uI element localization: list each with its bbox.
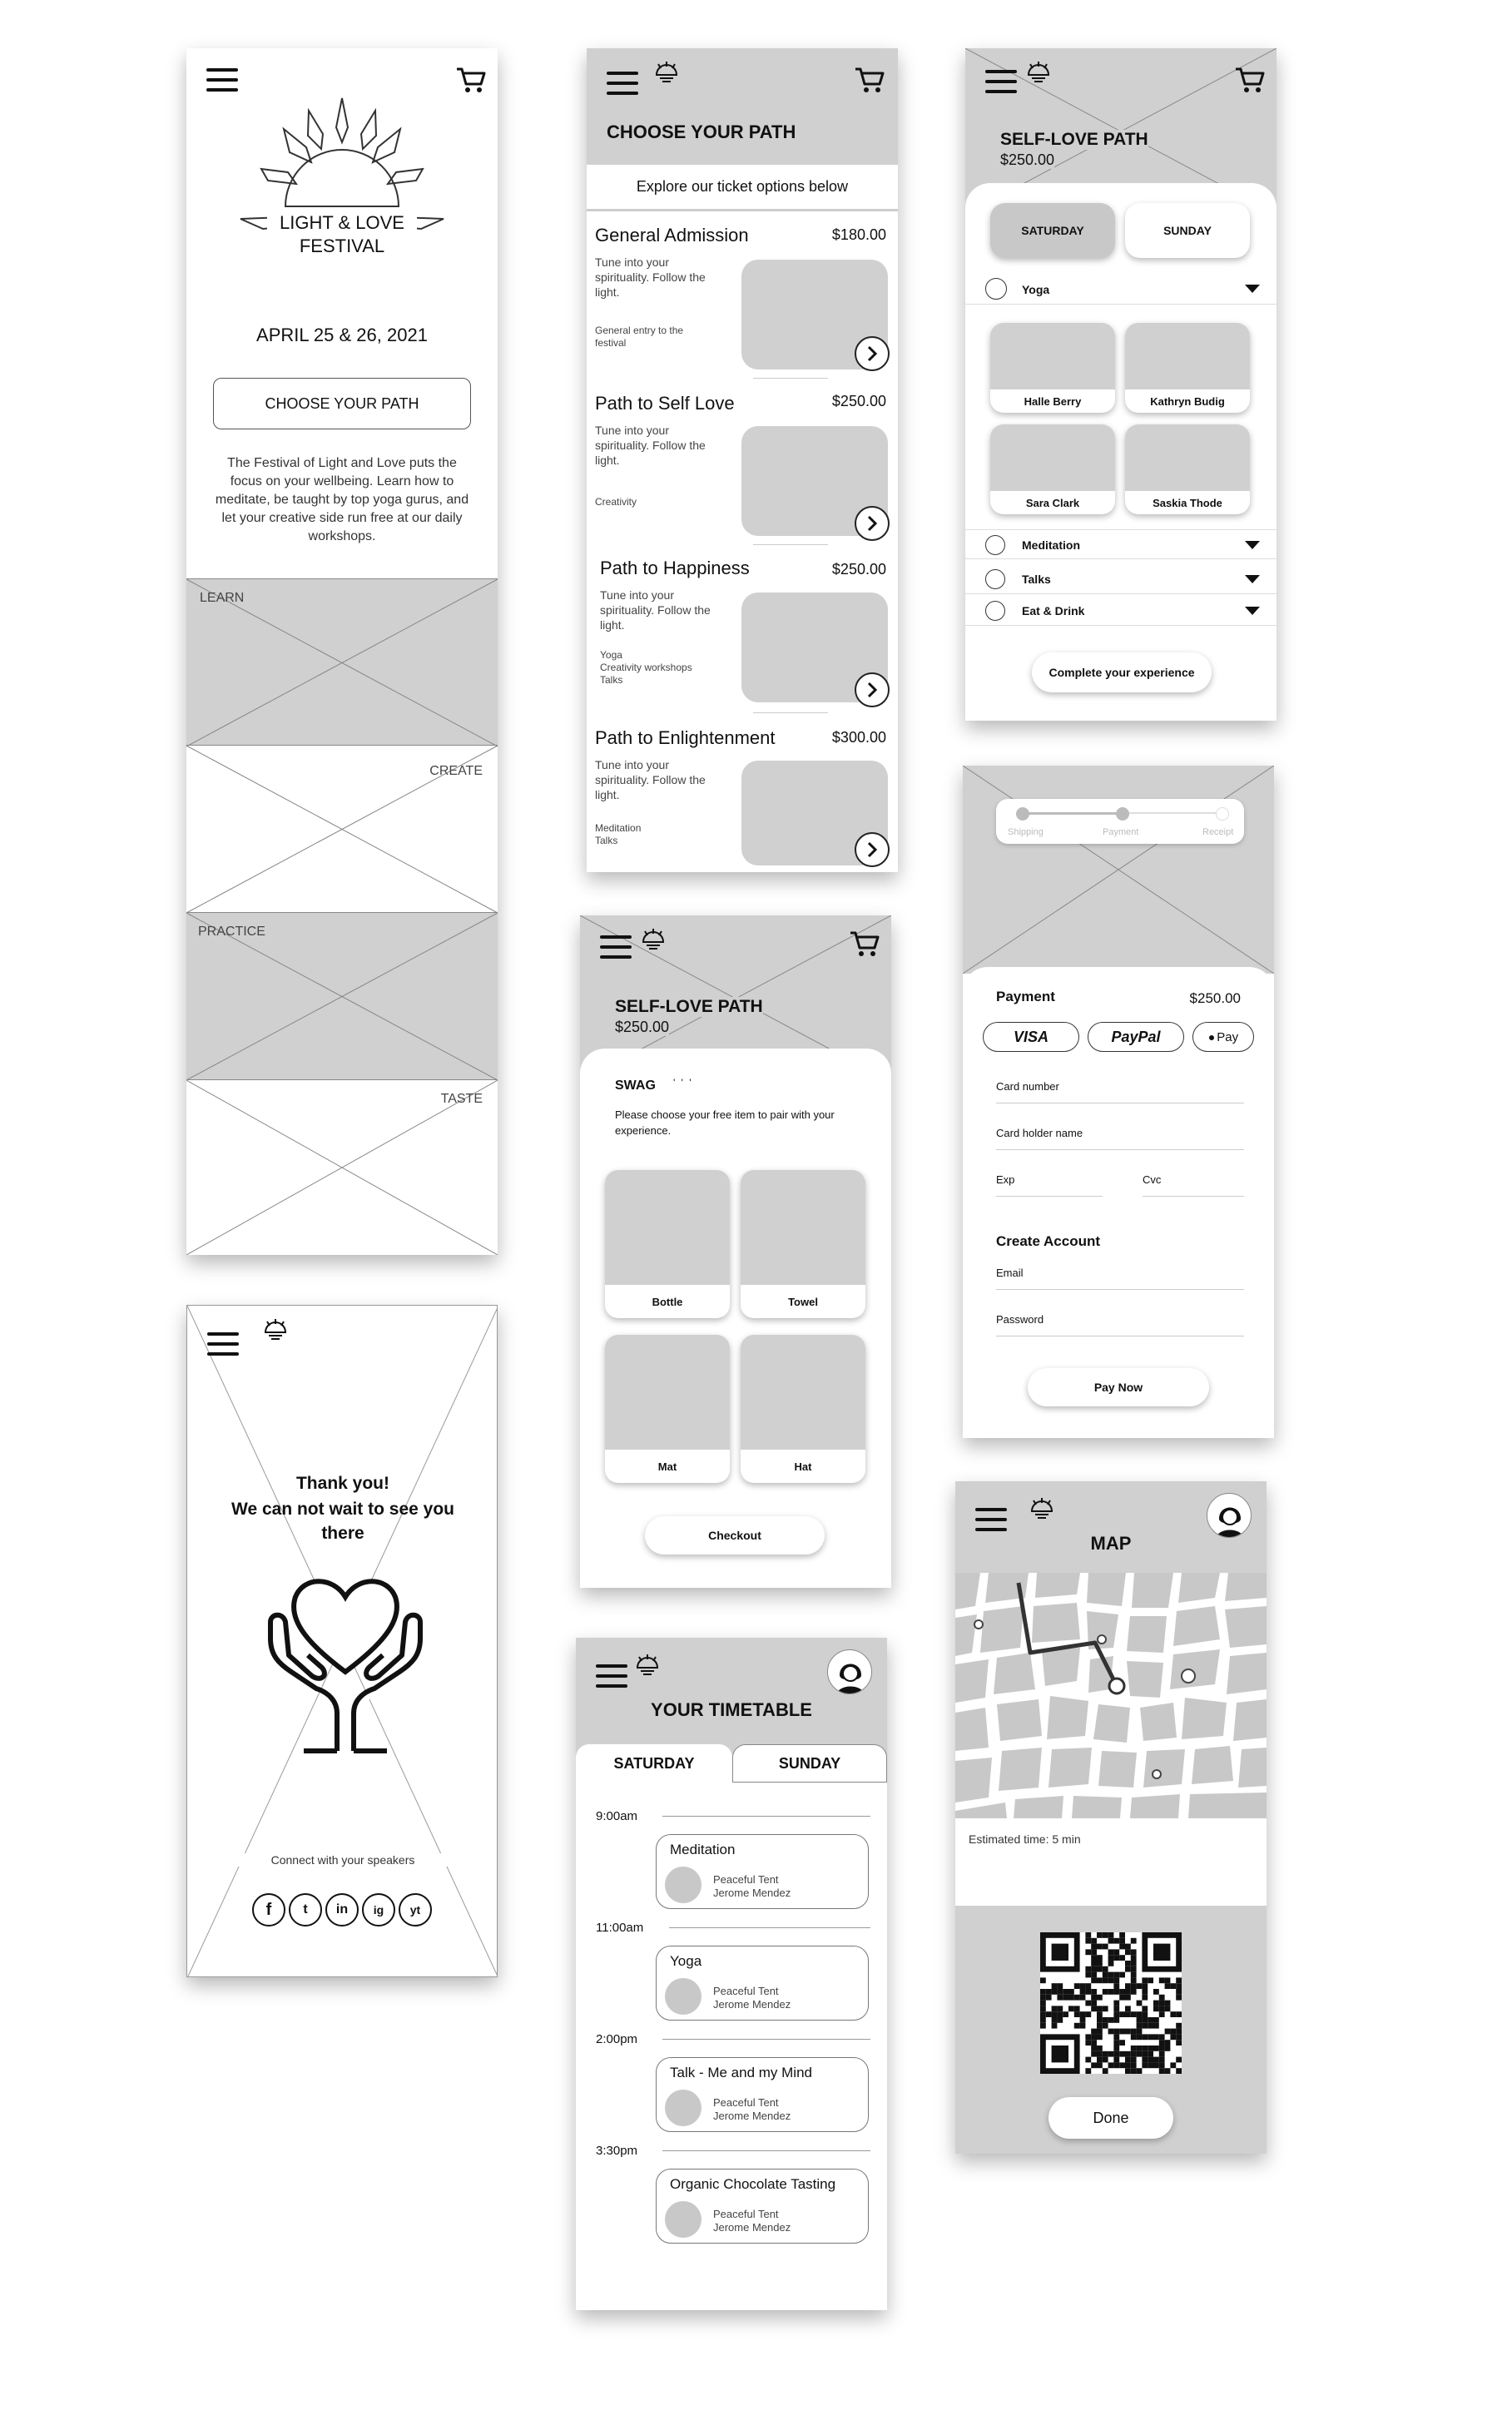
event-card[interactable] [656, 2169, 869, 2244]
step-label: Shipping [1008, 827, 1044, 837]
event-host: Jerome Mendez [713, 1998, 791, 2011]
ticket-next-button[interactable] [855, 336, 890, 371]
card-number-label: Card number [996, 1080, 1059, 1093]
festival-logo-icon [1025, 1496, 1058, 1521]
cart-icon[interactable] [853, 65, 886, 95]
divider [753, 544, 828, 545]
speaker-card[interactable] [1125, 323, 1250, 413]
meditation-icon [985, 535, 1005, 555]
step-dot [1216, 807, 1229, 821]
card-holder-field[interactable] [996, 1117, 1244, 1150]
ticket-price: $250.00 [831, 393, 886, 409]
menu-icon[interactable] [607, 72, 638, 95]
divider [753, 378, 828, 379]
speaker-avatar [665, 1978, 701, 2015]
menu-icon[interactable] [207, 1332, 239, 1356]
ticket-price: $180.00 [831, 226, 886, 243]
event-venue: Peaceful Tent [713, 2208, 779, 2220]
linkedin-icon[interactable]: in [325, 1893, 359, 1927]
category-label: Yoga [1022, 283, 1050, 296]
tickets-title: CHOOSE YOUR PATH [607, 121, 796, 142]
pay-now-label: Pay Now [1093, 1381, 1143, 1394]
heart-hands-icon [262, 1572, 429, 1755]
ticket-includes: General entry to the festival [595, 325, 684, 349]
festival-title: LIGHT & LOVE FESTIVAL [267, 211, 417, 258]
complete-experience-label: Complete your experience [1048, 666, 1195, 679]
ticket-name: General Admission [595, 225, 749, 245]
menu-icon[interactable] [596, 1664, 627, 1688]
password-field[interactable] [996, 1303, 1244, 1336]
email-field[interactable] [996, 1257, 1244, 1290]
pay-now-button[interactable] [1028, 1368, 1209, 1406]
category-label: Talks [1022, 573, 1051, 586]
tab-saturday[interactable] [576, 1744, 732, 1783]
create-account-title: Create Account [996, 1233, 1101, 1249]
ticket-card[interactable] [587, 211, 898, 378]
cvc-label: Cvc [1143, 1173, 1162, 1186]
swag-item-label: Mat [657, 1460, 677, 1473]
menu-icon[interactable] [206, 68, 238, 92]
thanks-screen [186, 1305, 498, 1977]
path-title: SELF-LOVE PATH [615, 997, 763, 1016]
speaker-card[interactable] [990, 323, 1115, 413]
slot-time: 2:00pm [596, 2032, 638, 2046]
speaker-name: Kathryn Budig [1150, 395, 1225, 408]
festival-logo-icon [259, 1317, 292, 1342]
checkout-label: Checkout [708, 1529, 761, 1542]
ticket-includes: Meditation Talks [595, 822, 642, 846]
step-label: Payment [1103, 827, 1139, 837]
section-learn[interactable] [186, 578, 498, 746]
paypal-button[interactable] [1088, 1022, 1184, 1052]
section-create[interactable] [186, 746, 498, 913]
ticket-includes: Yoga Creativity workshops Talks [600, 649, 692, 686]
visa-label: VISA [1013, 1028, 1048, 1045]
apple-pay-button[interactable] [1192, 1022, 1254, 1052]
tab-saturday-label: SATURDAY [1021, 224, 1084, 237]
tab-sunday[interactable] [732, 1744, 887, 1783]
menu-icon[interactable] [985, 70, 1017, 93]
slot-time: 9:00am [596, 1809, 638, 1823]
event-title: Talk - Me and my Mind [670, 2065, 812, 2080]
ticket-price: $250.00 [831, 561, 886, 578]
avatar[interactable] [1207, 1493, 1252, 1538]
password-label: Password [996, 1313, 1044, 1326]
slot-time: 3:30pm [596, 2144, 638, 2158]
visa-button[interactable] [983, 1022, 1079, 1052]
swag-item-label: Bottle [652, 1296, 683, 1308]
swag-item-card[interactable] [605, 1335, 730, 1483]
path-title: SELF-LOVE PATH [1000, 130, 1148, 149]
map-title: MAP [1090, 1533, 1132, 1554]
instagram-icon[interactable]: ig [362, 1893, 395, 1927]
speaker-card[interactable] [990, 424, 1115, 514]
category-eat-drink-row[interactable] [965, 596, 1277, 626]
ticket-next-button[interactable] [855, 672, 890, 707]
category-yoga-row[interactable] [965, 275, 1277, 305]
step-dot [1116, 807, 1129, 821]
payment-screen [963, 766, 1274, 1438]
swag-instruction: Please choose your free item to pair with your experience. [615, 1108, 835, 1137]
paypal-label: PayPal [1111, 1028, 1161, 1045]
section-taste-label: TASTE [440, 1092, 483, 1106]
event-card[interactable] [656, 2057, 869, 2132]
tickets-subtitle: Explore our ticket options below [636, 178, 849, 195]
path-price: $250.00 [1000, 151, 1055, 168]
menu-icon[interactable] [975, 1508, 1007, 1531]
category-label: Eat & Drink [1022, 604, 1085, 617]
checkout-button[interactable] [645, 1516, 825, 1555]
ticket-desc: Tune into your spirituality. Follow the light. [595, 758, 706, 801]
tab-saturday-label: SATURDAY [613, 1754, 695, 1772]
home-screen [186, 48, 498, 1255]
path-price: $250.00 [615, 1019, 670, 1035]
speaker-name: Halle Berry [1024, 395, 1082, 408]
selflove-screen [965, 48, 1277, 721]
youtube-icon[interactable]: yt [399, 1893, 432, 1927]
ticket-card[interactable] [587, 546, 898, 712]
choose-path-label: CHOOSE YOUR PATH [265, 394, 419, 412]
qr-code-image [1040, 1932, 1182, 2074]
qr-code [1040, 1932, 1182, 2074]
ticket-includes: Creativity [595, 496, 637, 508]
tab-saturday[interactable] [990, 203, 1115, 258]
tab-sunday-label: SUNDAY [778, 1754, 841, 1772]
done-button[interactable] [1048, 2097, 1173, 2139]
event-host: Jerome Mendez [713, 2110, 791, 2122]
festival-date: APRIL 25 & 26, 2021 [256, 325, 428, 345]
map-screen [955, 1481, 1267, 2154]
ticket-next-button[interactable] [855, 832, 890, 867]
email-label: Email [996, 1267, 1024, 1279]
tab-sunday[interactable] [1125, 203, 1250, 258]
event-venue: Peaceful Tent [713, 1873, 779, 1886]
section-practice[interactable] [186, 913, 498, 1080]
section-create-label: CREATE [429, 764, 483, 778]
swag-screen [580, 915, 891, 1588]
divider [753, 712, 828, 713]
timetable-title: YOUR TIMETABLE [651, 1699, 812, 1720]
swag-item-card[interactable] [741, 1335, 865, 1483]
festival-logo-icon [631, 1653, 664, 1678]
event-host: Jerome Mendez [713, 1887, 791, 1899]
cart-icon[interactable] [1233, 65, 1267, 95]
event-venue: Peaceful Tent [713, 1985, 779, 1997]
eta-text: Estimated time: 5 min [969, 1832, 1081, 1846]
chevron-down-icon[interactable] [1245, 575, 1260, 583]
swag-heading: SWAG [615, 1079, 656, 1093]
card-holder-label: Card holder name [996, 1127, 1083, 1139]
cart-icon[interactable] [454, 65, 488, 95]
cart-icon[interactable] [848, 929, 881, 959]
ticket-next-button[interactable] [855, 506, 890, 541]
category-label: Meditation [1022, 538, 1080, 552]
ticket-desc: Tune into your spirituality. Follow the light. [600, 588, 711, 632]
twitter-icon[interactable]: t [289, 1893, 322, 1927]
chevron-down-icon[interactable] [1245, 541, 1260, 549]
swag-item-label: Towel [788, 1296, 818, 1308]
festival-logo-icon [1022, 60, 1055, 85]
step-label: Receipt [1202, 827, 1234, 837]
event-title: Meditation [670, 1842, 736, 1857]
speaker-avatar [665, 1867, 701, 1903]
event-venue: Peaceful Tent [713, 2096, 779, 2109]
ticket-card[interactable] [587, 379, 898, 546]
cvc-field[interactable] [1143, 1163, 1244, 1197]
thanks-line2: We can not wait to see you there [231, 1500, 454, 1543]
card-number-field[interactable] [996, 1070, 1244, 1103]
event-card[interactable] [656, 1834, 869, 1909]
exp-field[interactable] [996, 1163, 1103, 1197]
category-talks-row[interactable] [965, 564, 1277, 594]
apple-pay-label: Pay [1217, 1029, 1239, 1044]
tab-sunday-label: SUNDAY [1163, 224, 1212, 237]
swag-item-label: Hat [794, 1460, 812, 1473]
payment-title: Payment [996, 989, 1055, 1004]
swag-item-card[interactable] [741, 1170, 865, 1318]
category-meditation-row[interactable] [965, 529, 1277, 559]
festival-logo-icon [650, 60, 683, 85]
thanks-line1: Thank you! [295, 1474, 389, 1493]
choose-path-button[interactable] [213, 378, 471, 429]
payment-header [963, 766, 1274, 974]
ticket-desc: Tune into your spirituality. Follow the light. [595, 424, 706, 467]
city-map[interactable] [955, 1573, 1267, 1818]
checkout-stepper [996, 799, 1244, 844]
ticket-desc: Tune into your spirituality. Follow the light. [595, 255, 706, 299]
festival-logo-icon [637, 927, 670, 952]
complete-experience-button[interactable] [1032, 652, 1212, 692]
tickets-subtitle-bar [587, 165, 898, 211]
ticket-card[interactable] [587, 714, 898, 872]
ticket-name: Path to Happiness [600, 558, 750, 578]
timetable-screen [576, 1638, 887, 2310]
apple-icon: ● [1207, 1030, 1216, 1044]
ticket-name: Path to Self Love [595, 393, 735, 414]
ticket-name: Path to Enlightenment [595, 727, 776, 748]
payment-amount: $250.00 [1189, 990, 1241, 1006]
event-card[interactable] [656, 1946, 869, 2021]
speaker-name: Sara Clark [1025, 497, 1080, 509]
swag-item-card[interactable] [605, 1170, 730, 1318]
tickets-screen [587, 48, 898, 872]
speaker-card[interactable] [1125, 424, 1250, 514]
speaker-avatar [665, 2201, 701, 2238]
exp-label: Exp [996, 1173, 1015, 1186]
speaker-avatar [665, 2090, 701, 2126]
event-title: Yoga [670, 1953, 702, 1969]
section-learn-label: LEARN [200, 591, 245, 605]
yoga-icon [985, 278, 1007, 300]
eta-panel [955, 1818, 1267, 1906]
chevron-down-icon[interactable] [1245, 607, 1260, 615]
ticket-price: $300.00 [831, 729, 886, 746]
avatar[interactable] [827, 1649, 872, 1694]
section-taste[interactable] [186, 1080, 498, 1255]
loading-icon: ' ' ' [673, 1077, 693, 1088]
cup-icon [985, 601, 1005, 621]
menu-icon[interactable] [600, 935, 632, 959]
done-label: Done [1093, 2109, 1129, 2126]
event-title: Organic Chocolate Tasting [670, 2176, 836, 2192]
chevron-down-icon[interactable] [1245, 285, 1260, 293]
speaker-name: Saskia Thode [1153, 497, 1222, 509]
facebook-icon[interactable]: f [252, 1893, 285, 1927]
event-host: Jerome Mendez [713, 2221, 791, 2234]
step-dot [1016, 807, 1029, 821]
section-practice-label: PRACTICE [198, 925, 265, 939]
slot-time: 11:00am [596, 1921, 644, 1935]
connect-text: Connect with your speakers [187, 1853, 498, 1867]
festival-description: The Festival of Light and Love puts the focus on your wellbeing. Learn how to meditate, be taught by top yoga gurus, and let your creative side run free at our daily workshops. [215, 456, 469, 543]
talks-icon [985, 569, 1005, 589]
